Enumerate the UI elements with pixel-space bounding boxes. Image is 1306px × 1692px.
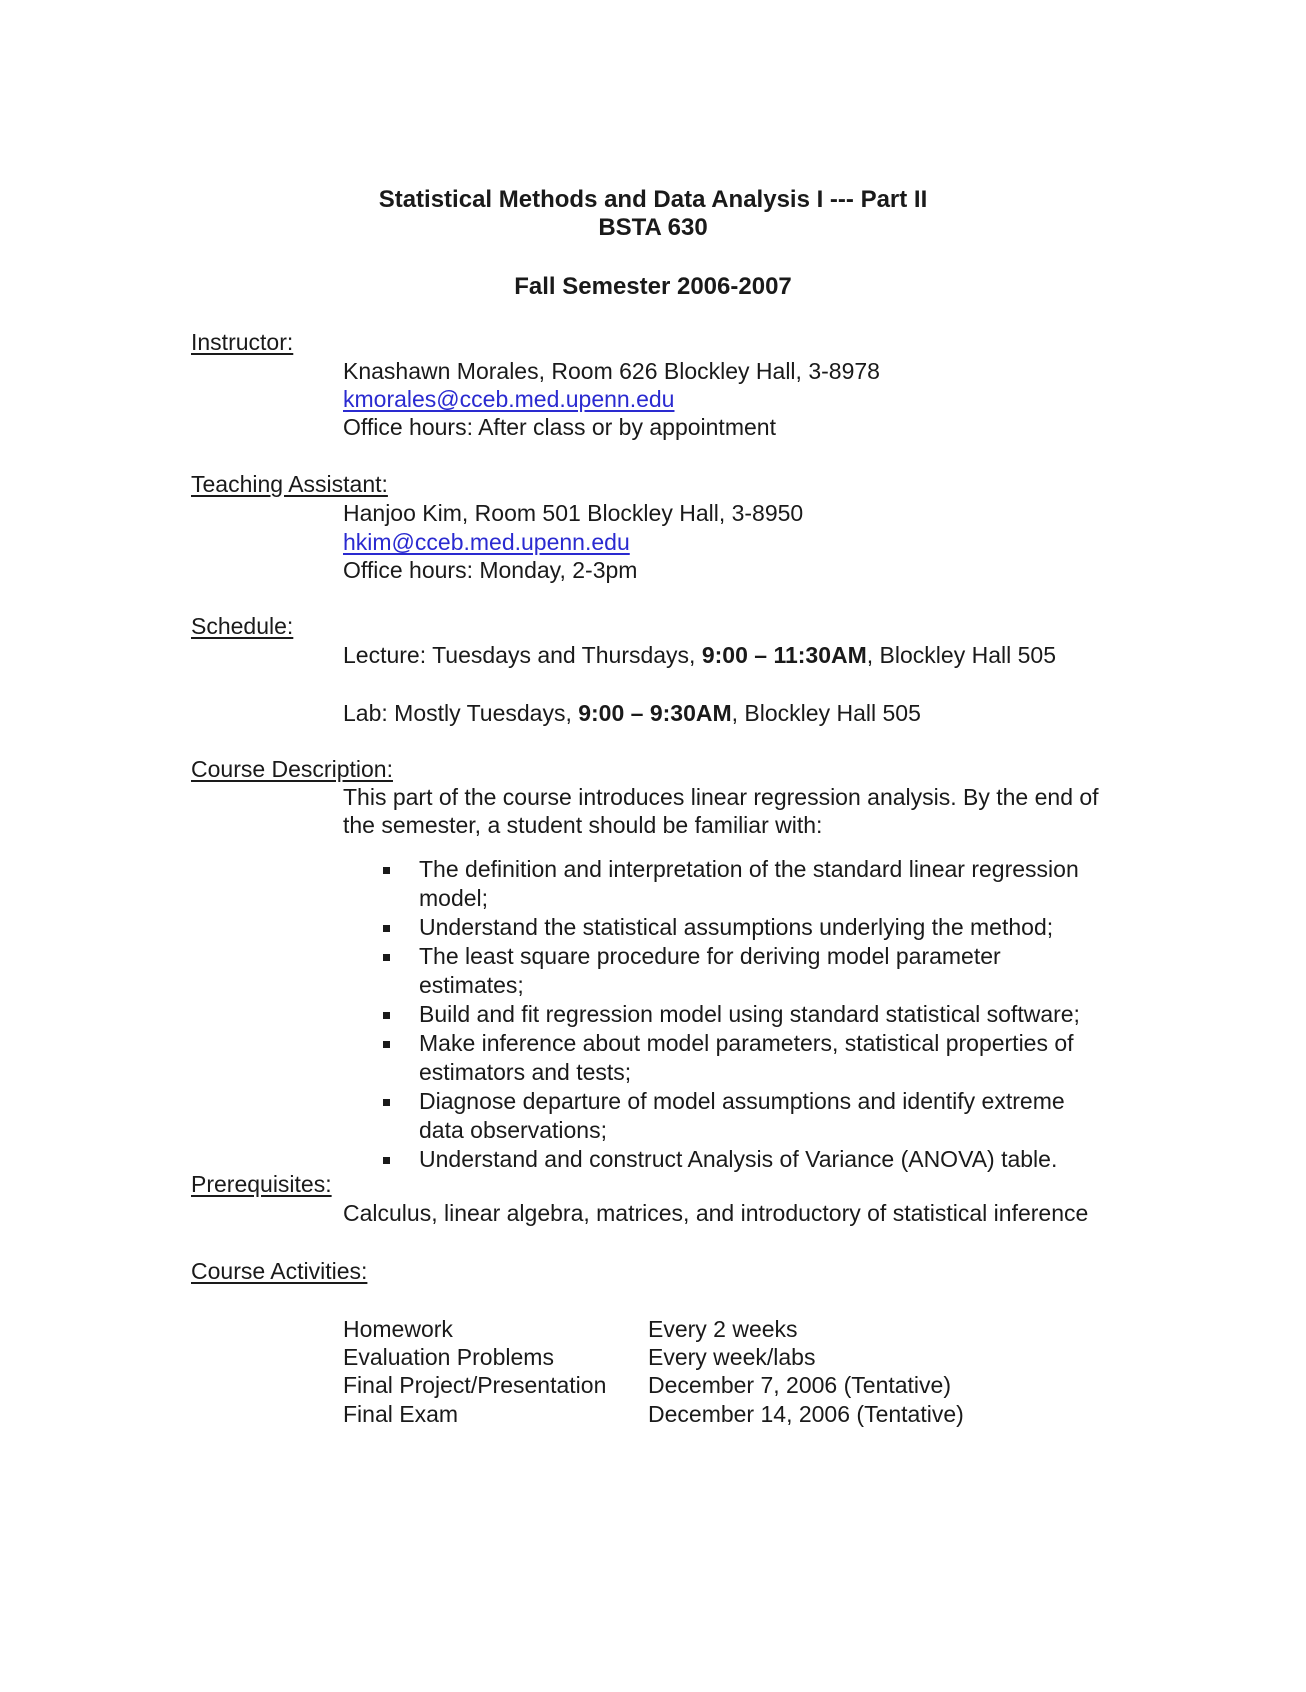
course-code: BSTA 630 <box>598 214 708 241</box>
instructor-label: Instructor: <box>191 329 294 355</box>
lecture-schedule <box>343 641 1056 669</box>
lab-time: 9:00 – 9:30AM <box>578 700 732 726</box>
instructor-email[interactable] <box>343 385 674 413</box>
objective-item: Make inference about model parameters, statistical properties of estimators and tests; <box>343 1029 1103 1087</box>
lecture-location: , Blockley Hall 505 <box>866 642 1056 668</box>
ta-label: Teaching Assistant: <box>191 471 388 497</box>
instructor-info: Knashawn Morales, Room 626 Blockley Hall, 3-8978 <box>343 358 880 384</box>
activity-name: Final Exam <box>343 1401 459 1427</box>
prerequisites-label: Prerequisites: <box>191 1171 332 1197</box>
activity-name: Final Project/Presentation <box>343 1372 607 1398</box>
document-title: Statistical Methods and Data Analysis I --- Part II <box>378 186 928 213</box>
lab-schedule <box>343 699 921 727</box>
learning-objectives-list <box>343 855 1103 1174</box>
schedule-label: Schedule: <box>191 613 294 639</box>
activity-name: Homework <box>343 1316 453 1342</box>
description-intro-line-1: This part of the course introduces linear regression analysis. By the end of <box>343 784 1099 810</box>
lecture-time: 9:00 – 11:30AM <box>701 642 867 668</box>
activity-when: December 14, 2006 (Tentative) <box>648 1401 964 1427</box>
course-activities-label: Course Activities: <box>191 1258 368 1284</box>
ta-email-link[interactable]: hkim@cceb.med.upenn.edu <box>343 529 630 555</box>
description-intro-line-2: the semester, a student should be familiar with: <box>343 812 823 838</box>
activity-name: Evaluation Problems <box>343 1344 554 1370</box>
objective-item: Understand and construct Analysis of Variance (ANOVA) table. <box>343 1145 1103 1174</box>
ta-office-hours: Office hours: Monday, 2-3pm <box>343 557 638 583</box>
ta-info: Hanjoo Kim, Room 501 Blockley Hall, 3-8950 <box>343 500 804 526</box>
semester-heading: Fall Semester 2006-2007 <box>514 273 792 300</box>
objective-item: The definition and interpretation of the standard linear regression model; <box>343 855 1103 913</box>
lab-days: Lab: Mostly Tuesdays, <box>343 700 579 726</box>
prerequisites-text: Calculus, linear algebra, matrices, and introductory of statistical inference <box>343 1200 1089 1226</box>
lab-location: , Blockley Hall 505 <box>731 700 921 726</box>
activity-when: Every 2 weeks <box>648 1316 798 1342</box>
instructor-email-link[interactable]: kmorales@cceb.med.upenn.edu <box>343 386 675 412</box>
objective-item: The least square procedure for deriving model parameter estimates; <box>343 942 1103 1000</box>
course-description-label: Course Description: <box>191 756 393 782</box>
activity-when: Every week/labs <box>648 1344 816 1370</box>
objective-item: Understand the statistical assumptions underlying the method; <box>343 913 1103 942</box>
instructor-office-hours: Office hours: After class or by appointment <box>343 414 776 440</box>
objective-item: Diagnose departure of model assumptions and identify extreme data observations; <box>343 1087 1103 1145</box>
ta-email[interactable] <box>343 528 630 556</box>
lecture-days: Lecture: Tuesdays and Thursdays, <box>343 642 702 668</box>
objective-item: Build and fit regression model using standard statistical software; <box>343 1000 1103 1029</box>
activity-when: December 7, 2006 (Tentative) <box>648 1372 951 1398</box>
